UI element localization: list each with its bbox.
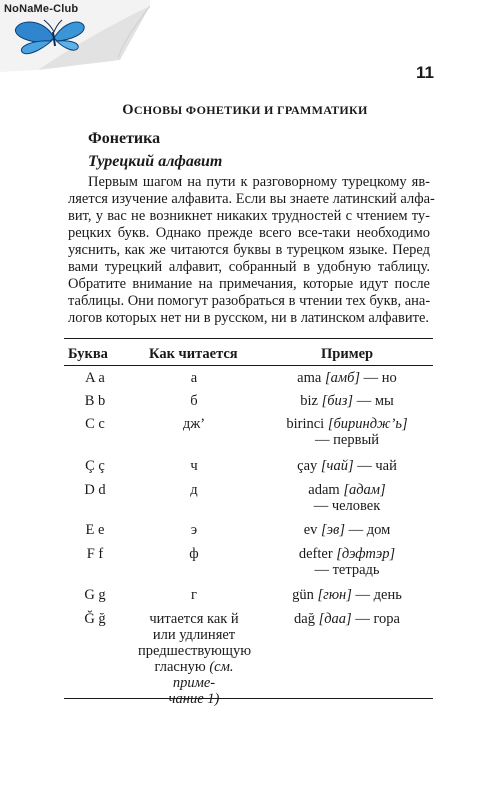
example-word: ama: [297, 370, 322, 386]
running-head-rest: СНОВЫ ФОНЕТИКИ И ГРАММАТИКИ: [133, 103, 368, 117]
example-meaning: — день: [355, 587, 402, 603]
example-transliteration: [эв]: [321, 522, 345, 538]
watermark-text: NoNaMe-Club: [4, 3, 79, 15]
reading-line: или удлиняет: [152, 627, 236, 643]
table-header-rule: [64, 365, 433, 366]
example-word: dağ: [294, 611, 315, 627]
example-word: adam: [308, 482, 340, 498]
section-title: Фонетика: [88, 130, 161, 147]
body-line: вит, у вас не возникнет никаких трудностей с чтением ту-: [68, 208, 430, 224]
reading-cell: а: [190, 370, 198, 386]
example-transliteration: [чай]: [320, 458, 354, 474]
reading-line: читается как й: [149, 611, 239, 627]
reading-cell: г: [191, 587, 197, 603]
reading-line: предшествующую: [138, 643, 252, 659]
example-cell: [262, 393, 432, 409]
example-word: biz: [300, 393, 318, 409]
example-meaning: — чай: [357, 458, 397, 474]
letter-cell: C c: [85, 416, 105, 432]
letter-cell: Ç ç: [85, 458, 105, 474]
example-cell: [262, 546, 432, 578]
subsection-title: Турецкий алфавит: [88, 153, 223, 170]
example-cell: [262, 611, 432, 627]
example-word: defter: [298, 546, 333, 562]
example-meaning: — гора: [355, 611, 400, 627]
reading-cell: д: [190, 482, 198, 498]
example-meaning: — но: [363, 370, 397, 386]
example-transliteration: [амб]: [324, 370, 361, 386]
example-meaning: — мы: [356, 393, 394, 409]
table-bottom-rule: [64, 698, 433, 699]
body-line: рецких букв. Однако прежде всего все-таки необходимо: [68, 225, 430, 241]
example-meaning: — первый: [315, 432, 379, 448]
watermark-logo: [0, 0, 150, 72]
example-word: çay: [297, 458, 318, 474]
letter-cell: E e: [85, 522, 105, 538]
body-line: Обратите внимание на примечания, которые идут после: [68, 276, 430, 292]
reading-cell: [138, 611, 250, 707]
example-word: birinci: [286, 416, 325, 432]
reading-note: чание 1): [168, 691, 220, 707]
body-line: Первым шагом на пути к разговорному турецкому яв-: [88, 174, 430, 190]
example-transliteration: [даа]: [318, 611, 352, 627]
example-transliteration: [дэфтэр]: [336, 546, 396, 562]
body-line: уяснить, как же читаются буквы в турецком языке. Перед: [68, 242, 430, 258]
example-cell: [262, 587, 432, 603]
reading-cell: ч: [190, 458, 198, 474]
example-cell: [262, 416, 432, 448]
example-cell: [262, 482, 432, 514]
reading-cell: ф: [189, 546, 199, 562]
table-top-rule: [64, 338, 433, 339]
letter-cell: B b: [84, 393, 106, 409]
letter-cell: Ğ ğ: [84, 611, 106, 627]
running-head-first-letter: О: [122, 102, 134, 118]
body-line: таблицы. Они помогут разобраться в чтении тех букв, ана-: [68, 293, 431, 309]
column-header-letter: Буква: [68, 346, 108, 362]
letter-cell: G g: [84, 587, 106, 603]
letter-cell: F f: [86, 546, 104, 562]
example-word: gün: [292, 587, 314, 603]
example-transliteration: [гюн]: [317, 587, 352, 603]
reading-cell: э: [190, 522, 198, 538]
example-word: ev: [303, 522, 318, 538]
example-cell: [262, 458, 432, 474]
letter-cell: D d: [84, 482, 106, 498]
example-transliteration: [бириндж’ь]: [327, 416, 408, 432]
reading-line: гласную: [154, 659, 206, 675]
reading-note: (см. приме-: [172, 659, 234, 691]
body-line: вами турецкий алфавит, собранный в удобную таблицу.: [68, 259, 430, 275]
body-line: ляется изучение алфавита. Если вы знаете латинский алфа-: [68, 191, 435, 207]
example-cell: [262, 522, 432, 538]
body-line: логов которых нет ни в русском, ни в латинском алфавите.: [68, 310, 430, 326]
example-meaning: — дом: [348, 522, 391, 538]
column-header-reading: Как читается: [149, 346, 238, 362]
running-head: [60, 102, 430, 119]
reading-cell: дж’: [182, 416, 206, 432]
reading-cell: б: [190, 393, 198, 409]
example-meaning: — человек: [313, 498, 381, 514]
page-number: 11: [416, 63, 434, 82]
example-transliteration: [биз]: [321, 393, 354, 409]
example-cell: [262, 370, 432, 386]
letter-cell: A a: [85, 370, 105, 386]
column-header-example: Пример: [321, 346, 374, 362]
example-meaning: — тетрадь: [314, 562, 380, 578]
example-transliteration: [адам]: [343, 482, 386, 498]
